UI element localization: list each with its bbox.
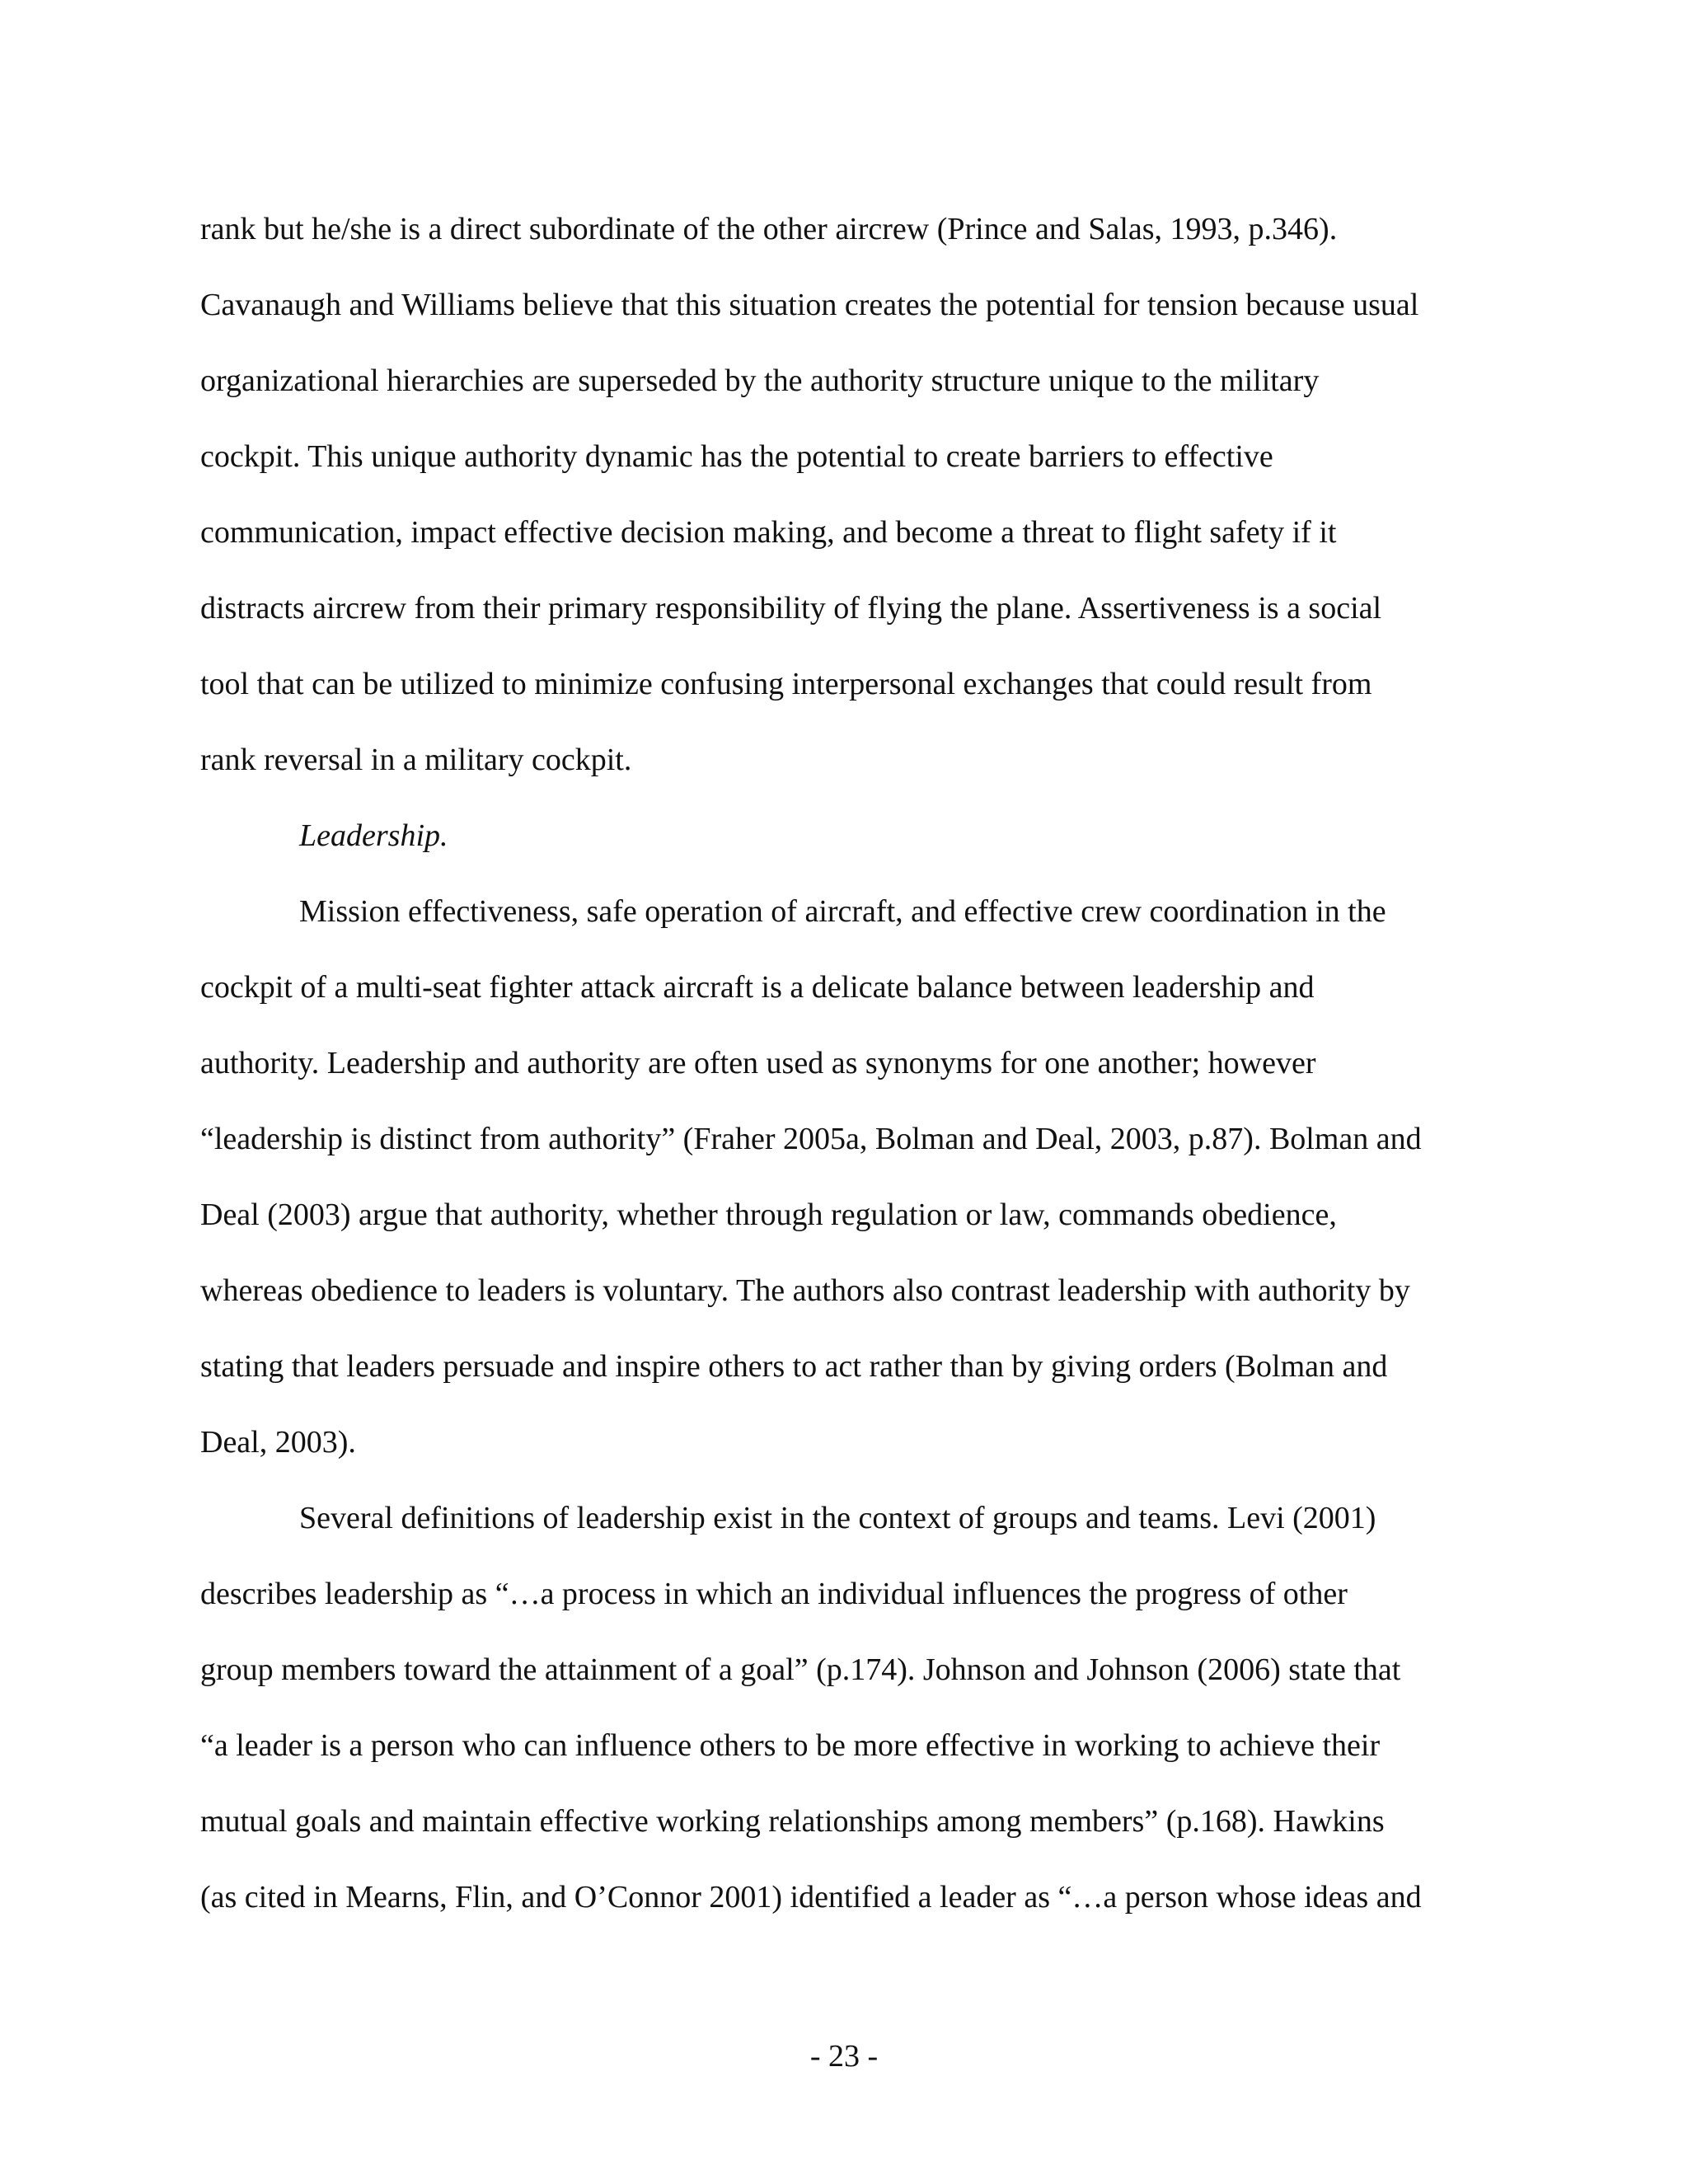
text-line: whereas obedience to leaders is voluntary. The authors also contrast leadership with authority by [200, 1273, 1410, 1308]
text-line: rank reversal in a military cockpit. [200, 743, 632, 777]
text-line: Deal (2003) argue that authority, whether through regulation or law, commands obedience, [200, 1197, 1337, 1232]
text-line: “leadership is distinct from authority” (Fraher 2005a, Bolman and Deal, 2003, p.87). Bolman and [200, 1122, 1422, 1156]
paragraph-leadership-authority [200, 874, 1503, 1480]
text-line: describes leadership as “…a process in which an individual influences the progress of other [200, 1577, 1348, 1611]
text-line: rank but he/she is a direct subordinate of the other aircrew (Prince and Salas, 1993, p.346). [200, 212, 1338, 246]
text-line: cockpit. This unique authority dynamic has the potential to create barriers to effective [200, 439, 1273, 474]
text-line: Cavanaugh and Williams believe that this situation creates the potential for tension because usual [200, 288, 1419, 322]
text-line: (as cited in Mearns, Flin, and O’Connor 2001) identified a leader as “…a person whose ideas and [200, 1880, 1422, 1915]
body-text [200, 191, 1503, 1935]
page-number: - 23 - [809, 2039, 879, 2074]
text-line: communication, impact effective decision making, and become a threat to flight safety if it [200, 515, 1337, 550]
text-line: tool that can be utilized to minimize confusing interpersonal exchanges that could result from [200, 667, 1372, 701]
text-line: “a leader is a person who can influence others to be more effective in working to achieve their [200, 1728, 1381, 1763]
text-line: mutual goals and maintain effective working relationships among members” (p.168). Hawkins [200, 1804, 1385, 1839]
text-line: organizational hierarchies are superseded by the authority structure unique to the military [200, 363, 1320, 398]
text-line: group members toward the attainment of a goal” (p.174). Johnson and Johnson (2006) state that [200, 1652, 1401, 1687]
text-line: Deal, 2003). [200, 1425, 356, 1460]
text-line: distracts aircrew from their primary responsibility of flying the plane. Assertiveness is a social [200, 591, 1382, 626]
text-line: cockpit of a multi-seat fighter attack aircraft is a delicate balance between leadership and [200, 970, 1315, 1005]
paragraph-rank-reversal [200, 191, 1503, 798]
text-line: Several definitions of leadership exist in the context of groups and teams. Levi (2001) [299, 1501, 1376, 1535]
text-line: stating that leaders persuade and inspire others to act rather than by giving orders (Bolman and [200, 1349, 1388, 1384]
text-line: authority. Leadership and authority are often used as synonyms for one another; however [200, 1046, 1316, 1080]
section-heading: Leadership. [299, 818, 448, 853]
paragraph-leadership-definitions [200, 1480, 1503, 1935]
text-line: Mission effectiveness, safe operation of aircraft, and effective crew coordination in the [299, 894, 1386, 929]
